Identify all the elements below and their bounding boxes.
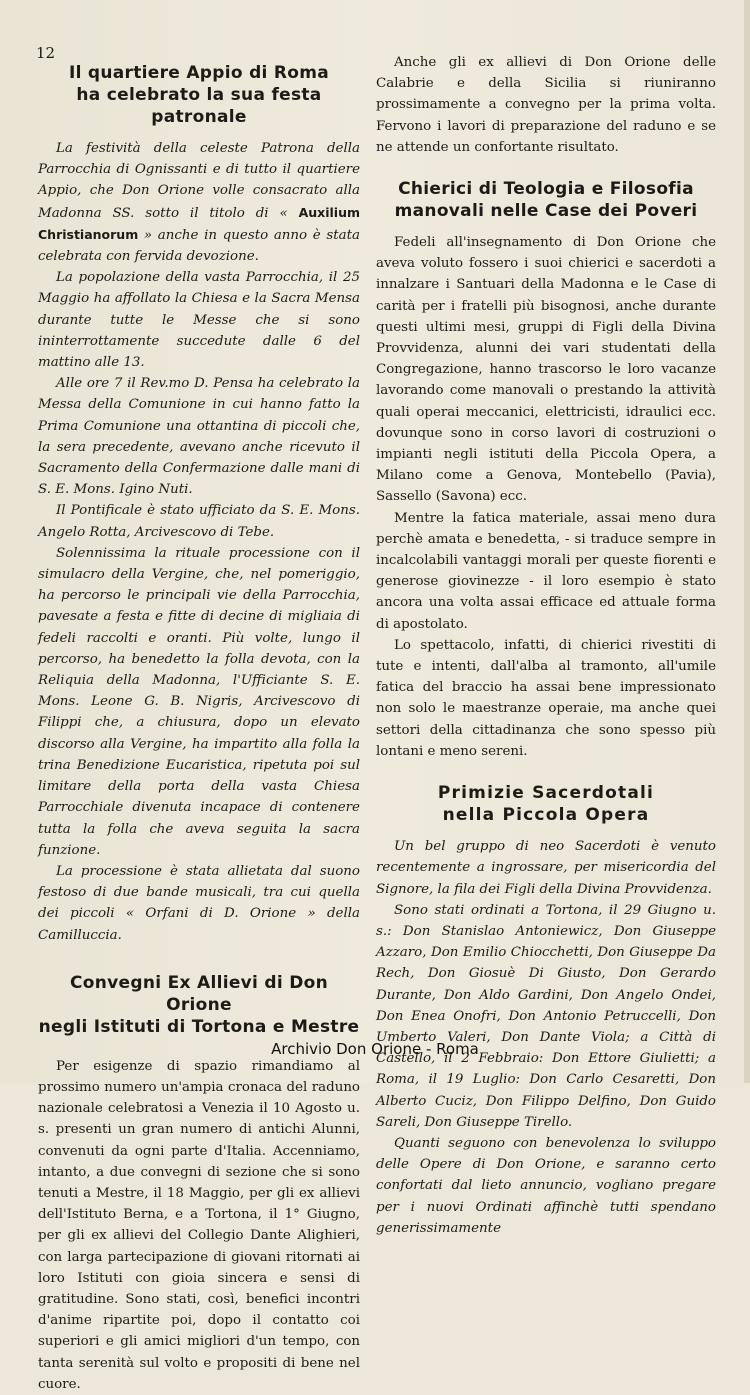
primizie-paragraph-2: Sono stati ordinati a Tortona, il 29 Giugno u. s.: Don Stanislao Antoniewicz, Don Giuseppe Azzaro, Don Emilio Chiocchetti, Don Giuseppe Da Rech, Don Giosuè Di Giusto, Don Gerardo Durante, Don Aldo Gardini, Don Angelo Ondei, Don Enea Onofri, Don Antonio Petruccelli, Don Umberto Valeri, Don Dante Viola; a Città di Castello, il 2 Febbraio: Don Ettore Giulietti; a Roma, il 19 Luglio: Don Carlo Cesaretti, Don Alberto Cuciz, Don Filippo Delfino, Don Guido Sareli, Don Giuseppe Tirello. (376, 902, 716, 1130)
chierici-title-line2: manovali nelle Case dei Poveri (394, 201, 698, 222)
chierici-paragraph-3: Lo spettacolo, infatti, di chierici rivestiti di tute e intenti, dall'alba al tramonto, all'umile fatica del braccio ha assai bene impressionato non solo le maestranze operaie, ma anche quei settori della cittadinanza che sono spesso più lontani e meno sereni. (376, 637, 716, 759)
appio-paragraph-6: La processione è stata allietata dal suono festoso di due bande musicali, tra cui quella dei piccoli « Orfani di D. Orione » della Camilluccia. (38, 863, 360, 943)
article-title-chierici (376, 178, 716, 222)
appio-p1-bold: Auxilium Christianorum (38, 204, 360, 242)
page-edge-shadow (744, 0, 750, 1083)
primizie-title-line2: nella Piccola Opera (442, 805, 650, 826)
article-title-convegni (38, 972, 360, 1038)
right-column (376, 52, 716, 1239)
page-number: 12 (36, 44, 56, 62)
chierici-title-line1: Chierici di Teologia e Filosofia (398, 179, 694, 200)
appio-paragraph-1 (38, 138, 360, 267)
appio-p1-text-b: » anche in questo anno è stata celebrata con fervida devozione. (38, 227, 360, 265)
article-title-appio (38, 62, 360, 128)
archive-footer: Archivio Don Orione - Roma (271, 1040, 479, 1058)
convegni-paragraph-1: Per esigenze di spazio rimandiamo al prossimo numero un'ampia cronaca del raduno nazionale celebratosi a Venezia il 10 Agosto u. s. presenti un gran numero di antichi Alunni, convenuti da ogni parte d'Italia. Accenniamo, intanto, a due convegni di sezione che si sono tenuti a Mestre, il 18 Maggio, per gli ex allievi dell'Istituto Berna, e a Tortona, il 1° Giugno, per gli ex allievi del Collegio Dante Alighieri, con larga partecipazione di giovani ritornati ai loro Istituti con gioia sincera e sensi di gratitudine. Sono stati, così, benefici incontri d'anime ripartite poi, dopo il contatto coi superiori e gli amici migliori d'un tempo, con tanta serenità sul volto e propositi di bene nel cuore. (38, 1058, 360, 1392)
appio-paragraph-4: Il Pontificale è stato ufficiato da S. E. Mons. Angelo Rotta, Arcivescovo di Tebe. (38, 503, 360, 540)
appio-title-line1: Il quartiere Appio di Roma (68, 63, 330, 83)
primizie-paragraph-3: Quanti seguono con benevolenza lo sviluppo delle Opere di Don Orione, e saranno certo confortati dal lieto annuncio, vogliano pregare per i nuovi Ordinati affinchè tutti spendano generissimamente (376, 1135, 716, 1236)
chierici-paragraph-1: Fedeli all'insegnamento di Don Orione che aveva voluto fossero i suoi chierici e sacerdoti a innalzare i Santuari della Madonna e le Case di carità per i fratelli più bisognosi, anche durante questi ultimi mesi, gruppi di Figli della Divina Provvidenza, alunni dei vari studentati della Congregazione, hanno trascorso le loro vacanze lavorando come manovali o prestando la attività quali operai meccanici, elettricisti, idraulici ecc. dovunque sono in corso lavori di costruzioni o impianti negli istituti della Piccola Opera, a Milano come a Genova, Montebello (Pavia), Sassello (Savona) ecc. (376, 235, 716, 505)
primizie-paragraph-1: Un bel gruppo di neo Sacerdoti è venuto recentemente a ingrossare, per misericordia del Signore, la fila dei Figli della Divina Provvidenza. (376, 839, 716, 897)
appio-title-line2: ha celebrato la sua festa patronale (76, 85, 322, 127)
calabria-paragraph: Anche gli ex allievi di Don Orione delle Calabrie e della Sicilia si riuniranno prossimamente a convegno per la prima volta. Fervono i lavori di preparazione del raduno e se ne attende un confortante risultato. (376, 55, 716, 155)
convegni-title-line2: negli Istituti di Tortona e Mestre (38, 1016, 360, 1037)
appio-paragraph-2: La popolazione della vasta Parrocchia, il 25 Maggio ha affollato la Chiesa e la Sacra Mensa durante tutte le Messe che si sono ininterrottamente succedute dalle 6 del mattino alle 13. (38, 270, 360, 371)
left-column (38, 52, 360, 1395)
appio-paragraph-5: Solennissima la rituale processione con il simulacro della Vergine, che, nel pomeriggio, ha percorso le principali vie della Parrocchia, pavesate a festa e fitte di decine di migliaia di fedeli raccolti e oranti. Più volte, lungo il percorso, ha benedetto la folla devota, con la Reliquia della Madonna, l'Ufficiante S. E. Mons. Leone G. B. Nigris, Arcivescovo di Filippi che, a chiusura, dopo un elevato discorso alla Vergine, ha impartito alla folla la trina Benedizione Eucaristica, ripetuta poi sul limitare della porta della vasta Chiesa Parrocchiale divenuta incapace di contenere tutta la folla che aveva seguita la sacra funzione. (38, 545, 360, 858)
article-title-primizie (376, 782, 716, 826)
convegni-title-line1: Convegni Ex Allievi di Don Orione (70, 972, 328, 1015)
appio-paragraph-3: Alle ore 7 il Rev.mo D. Pensa ha celebrato la Messa della Comunione in cui hanno fatto la Prima Comunione una ottantina di piccoli che, la sera precedente, avevano anche ricevuto il Sacramento della Confermazione dalle mani di S. E. Mons. Igino Nuti. (38, 376, 360, 498)
primizie-title-line1: Primizie Sacerdotali (437, 783, 655, 804)
appio-p1-text-a: La festività della celeste Patrona della Parrocchia di Ognissanti e di tutto il quartiere Appio, che Don Orione volle consacrato alla Madonna SS. sotto il titolo di « (38, 141, 360, 221)
chierici-paragraph-2: Mentre la fatica materiale, assai meno dura perchè amata e benedetta, - si traduce sempre in incalcolabili vantaggi morali per queste fiorenti e generose giovinezze - il loro esempio è stato ancora una volta assai efficace ed attuale forma di apostolato. (376, 510, 716, 632)
